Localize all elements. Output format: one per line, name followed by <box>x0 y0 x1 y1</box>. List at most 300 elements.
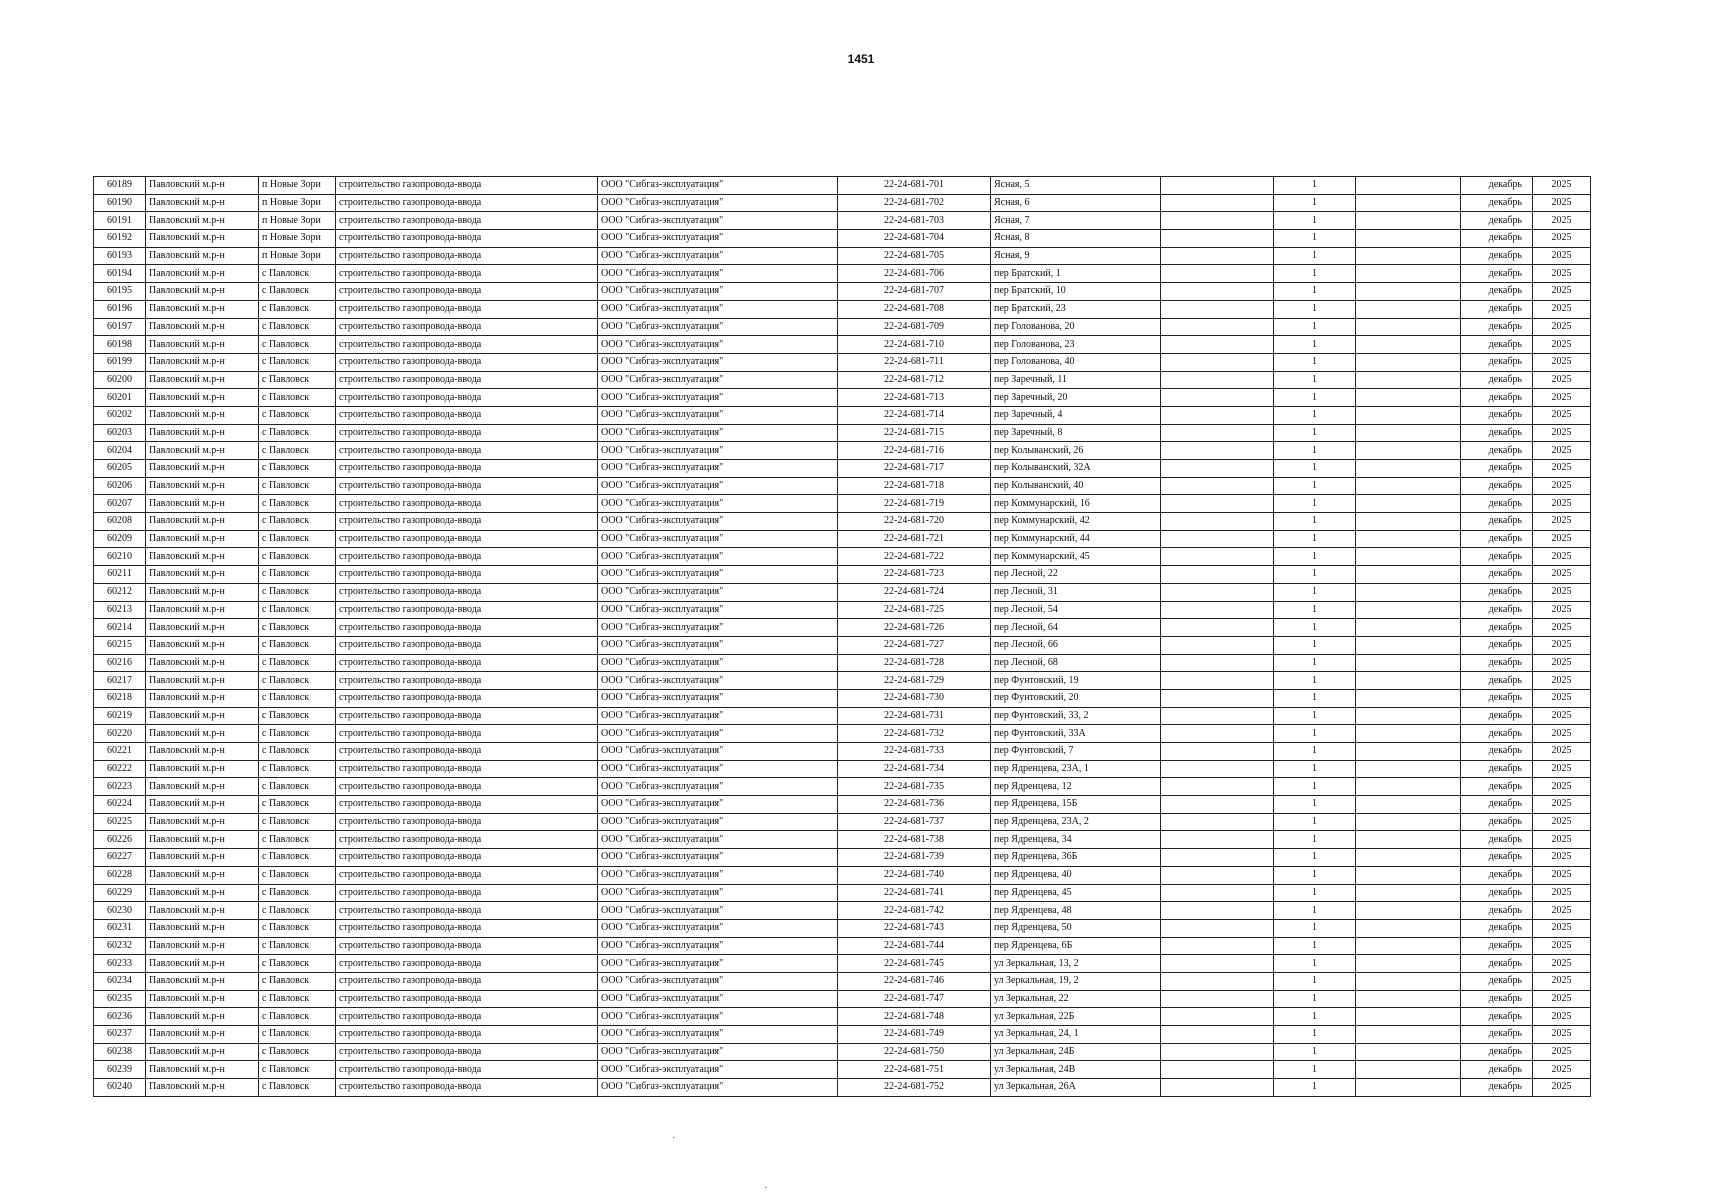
organization-cell: ООО "Сибгаз-эксплуатация" <box>598 1043 838 1061</box>
organization-cell: ООО "Сибгаз-эксплуатация" <box>598 707 838 725</box>
work-type-cell: строительство газопровода-ввода <box>336 371 598 389</box>
address-cell: пер Коммунарский, 42 <box>991 513 1161 531</box>
locality-cell: с Павловск <box>259 495 336 513</box>
row-number: 60192 <box>94 230 146 248</box>
empty-cell <box>1356 831 1461 849</box>
year-cell: 2025 <box>1533 212 1591 230</box>
object-code-cell: 22-24-681-751 <box>838 1061 991 1079</box>
locality-cell: с Павловск <box>259 725 336 743</box>
month-cell: декабрь <box>1461 972 1533 990</box>
work-type-cell: строительство газопровода-ввода <box>336 230 598 248</box>
empty-cell <box>1356 300 1461 318</box>
work-type-cell: строительство газопровода-ввода <box>336 813 598 831</box>
empty-cell <box>1356 177 1461 195</box>
year-cell: 2025 <box>1533 477 1591 495</box>
object-code-cell: 22-24-681-707 <box>838 283 991 301</box>
row-number: 60199 <box>94 353 146 371</box>
organization-cell: ООО "Сибгаз-эксплуатация" <box>598 866 838 884</box>
empty-cell <box>1356 230 1461 248</box>
quantity-cell: 1 <box>1274 1008 1356 1026</box>
locality-cell: с Павловск <box>259 318 336 336</box>
object-code-cell: 22-24-681-723 <box>838 566 991 584</box>
organization-cell: ООО "Сибгаз-эксплуатация" <box>598 919 838 937</box>
table-row <box>94 336 1591 354</box>
object-code-cell: 22-24-681-729 <box>838 672 991 690</box>
district-cell: Павловский м.р-н <box>146 389 259 407</box>
work-type-cell: строительство газопровода-ввода <box>336 743 598 761</box>
organization-cell: ООО "Сибгаз-эксплуатация" <box>598 672 838 690</box>
quantity-cell: 1 <box>1274 406 1356 424</box>
organization-cell: ООО "Сибгаз-эксплуатация" <box>598 654 838 672</box>
month-cell: декабрь <box>1461 283 1533 301</box>
row-number: 60232 <box>94 937 146 955</box>
district-cell: Павловский м.р-н <box>146 831 259 849</box>
table-row <box>94 389 1591 407</box>
table-row <box>94 194 1591 212</box>
year-cell: 2025 <box>1533 265 1591 283</box>
organization-cell: ООО "Сибгаз-эксплуатация" <box>598 283 838 301</box>
empty-cell <box>1161 849 1274 867</box>
row-number: 60235 <box>94 990 146 1008</box>
month-cell: декабрь <box>1461 424 1533 442</box>
work-type-cell: строительство газопровода-ввода <box>336 265 598 283</box>
district-cell: Павловский м.р-н <box>146 707 259 725</box>
address-cell: пер Голованова, 20 <box>991 318 1161 336</box>
quantity-cell: 1 <box>1274 743 1356 761</box>
address-cell: пер Голованова, 40 <box>991 353 1161 371</box>
address-cell: ул Зеркальная, 19, 2 <box>991 972 1161 990</box>
address-cell: пер Ядренцева, 34 <box>991 831 1161 849</box>
locality-cell: с Павловск <box>259 672 336 690</box>
register-table <box>93 176 1591 1097</box>
month-cell: декабрь <box>1461 1061 1533 1079</box>
work-type-cell: строительство газопровода-ввода <box>336 1079 598 1097</box>
table-row <box>94 778 1591 796</box>
district-cell: Павловский м.р-н <box>146 760 259 778</box>
year-cell: 2025 <box>1533 955 1591 973</box>
quantity-cell: 1 <box>1274 760 1356 778</box>
month-cell: декабрь <box>1461 318 1533 336</box>
quantity-cell: 1 <box>1274 601 1356 619</box>
object-code-cell: 22-24-681-718 <box>838 477 991 495</box>
quantity-cell: 1 <box>1274 530 1356 548</box>
empty-cell <box>1356 1043 1461 1061</box>
organization-cell: ООО "Сибгаз-эксплуатация" <box>598 230 838 248</box>
table-row <box>94 884 1591 902</box>
month-cell: декабрь <box>1461 760 1533 778</box>
organization-cell: ООО "Сибгаз-эксплуатация" <box>598 601 838 619</box>
work-type-cell: строительство газопровода-ввода <box>336 177 598 195</box>
empty-cell <box>1356 406 1461 424</box>
row-number: 60194 <box>94 265 146 283</box>
empty-cell <box>1161 460 1274 478</box>
locality-cell: с Павловск <box>259 265 336 283</box>
object-code-cell: 22-24-681-714 <box>838 406 991 424</box>
month-cell: декабрь <box>1461 672 1533 690</box>
month-cell: декабрь <box>1461 1079 1533 1097</box>
empty-cell <box>1356 336 1461 354</box>
district-cell: Павловский м.р-н <box>146 230 259 248</box>
empty-cell <box>1161 566 1274 584</box>
year-cell: 2025 <box>1533 849 1591 867</box>
work-type-cell: строительство газопровода-ввода <box>336 654 598 672</box>
locality-cell: п Новые Зори <box>259 194 336 212</box>
month-cell: декабрь <box>1461 460 1533 478</box>
row-number: 60209 <box>94 530 146 548</box>
object-code-cell: 22-24-681-734 <box>838 760 991 778</box>
address-cell: пер Фунтовский, 20 <box>991 689 1161 707</box>
organization-cell: ООО "Сибгаз-эксплуатация" <box>598 460 838 478</box>
row-number: 60213 <box>94 601 146 619</box>
empty-cell <box>1356 566 1461 584</box>
empty-cell <box>1161 636 1274 654</box>
district-cell: Павловский м.р-н <box>146 283 259 301</box>
address-cell: ул Зеркальная, 13, 2 <box>991 955 1161 973</box>
year-cell: 2025 <box>1533 548 1591 566</box>
table-row <box>94 318 1591 336</box>
table-row <box>94 990 1591 1008</box>
table-row <box>94 636 1591 654</box>
organization-cell: ООО "Сибгаз-эксплуатация" <box>598 1061 838 1079</box>
address-cell: Ясная, 8 <box>991 230 1161 248</box>
row-number: 60195 <box>94 283 146 301</box>
organization-cell: ООО "Сибгаз-эксплуатация" <box>598 583 838 601</box>
organization-cell: ООО "Сибгаз-эксплуатация" <box>598 849 838 867</box>
address-cell: пер Лесной, 31 <box>991 583 1161 601</box>
empty-cell <box>1356 513 1461 531</box>
row-number: 60207 <box>94 495 146 513</box>
row-number: 60233 <box>94 955 146 973</box>
row-number: 60211 <box>94 566 146 584</box>
district-cell: Павловский м.р-н <box>146 265 259 283</box>
quantity-cell: 1 <box>1274 1079 1356 1097</box>
object-code-cell: 22-24-681-748 <box>838 1008 991 1026</box>
organization-cell: ООО "Сибгаз-эксплуатация" <box>598 1026 838 1044</box>
object-code-cell: 22-24-681-745 <box>838 955 991 973</box>
quantity-cell: 1 <box>1274 813 1356 831</box>
quantity-cell: 1 <box>1274 495 1356 513</box>
district-cell: Павловский м.р-н <box>146 513 259 531</box>
district-cell: Павловский м.р-н <box>146 689 259 707</box>
district-cell: Павловский м.р-н <box>146 902 259 920</box>
object-code-cell: 22-24-681-730 <box>838 689 991 707</box>
empty-cell <box>1161 212 1274 230</box>
year-cell: 2025 <box>1533 778 1591 796</box>
address-cell: пер Заречный, 4 <box>991 406 1161 424</box>
object-code-cell: 22-24-681-725 <box>838 601 991 619</box>
locality-cell: с Павловск <box>259 336 336 354</box>
row-number: 60222 <box>94 760 146 778</box>
row-number: 60237 <box>94 1026 146 1044</box>
year-cell: 2025 <box>1533 566 1591 584</box>
empty-cell <box>1161 1026 1274 1044</box>
empty-cell <box>1356 866 1461 884</box>
locality-cell: с Павловск <box>259 636 336 654</box>
quantity-cell: 1 <box>1274 919 1356 937</box>
quantity-cell: 1 <box>1274 477 1356 495</box>
table-row <box>94 177 1591 195</box>
address-cell: пер Фунтовский, 19 <box>991 672 1161 690</box>
row-number: 60225 <box>94 813 146 831</box>
quantity-cell: 1 <box>1274 318 1356 336</box>
district-cell: Павловский м.р-н <box>146 583 259 601</box>
organization-cell: ООО "Сибгаз-эксплуатация" <box>598 1008 838 1026</box>
month-cell: декабрь <box>1461 513 1533 531</box>
locality-cell: с Павловск <box>259 566 336 584</box>
district-cell: Павловский м.р-н <box>146 866 259 884</box>
row-number: 60229 <box>94 884 146 902</box>
work-type-cell: строительство газопровода-ввода <box>336 194 598 212</box>
month-cell: декабрь <box>1461 849 1533 867</box>
object-code-cell: 22-24-681-735 <box>838 778 991 796</box>
row-number: 60197 <box>94 318 146 336</box>
organization-cell: ООО "Сибгаз-эксплуатация" <box>598 778 838 796</box>
object-code-cell: 22-24-681-717 <box>838 460 991 478</box>
work-type-cell: строительство газопровода-ввода <box>336 689 598 707</box>
district-cell: Павловский м.р-н <box>146 353 259 371</box>
object-code-cell: 22-24-681-749 <box>838 1026 991 1044</box>
organization-cell: ООО "Сибгаз-эксплуатация" <box>598 442 838 460</box>
address-cell: ул Зеркальная, 24Б <box>991 1043 1161 1061</box>
address-cell: пер Ядренцева, 36Б <box>991 849 1161 867</box>
table-row <box>94 442 1591 460</box>
table-row <box>94 1043 1591 1061</box>
district-cell: Павловский м.р-н <box>146 636 259 654</box>
quantity-cell: 1 <box>1274 1043 1356 1061</box>
row-number: 60223 <box>94 778 146 796</box>
month-cell: декабрь <box>1461 247 1533 265</box>
district-cell: Павловский м.р-н <box>146 1026 259 1044</box>
empty-cell <box>1161 1079 1274 1097</box>
row-number: 60226 <box>94 831 146 849</box>
year-cell: 2025 <box>1533 990 1591 1008</box>
row-number: 60200 <box>94 371 146 389</box>
locality-cell: с Павловск <box>259 813 336 831</box>
quantity-cell: 1 <box>1274 583 1356 601</box>
district-cell: Павловский м.р-н <box>146 495 259 513</box>
address-cell: пер Ядренцева, 23А, 2 <box>991 813 1161 831</box>
empty-cell <box>1356 283 1461 301</box>
table-row <box>94 212 1591 230</box>
object-code-cell: 22-24-681-742 <box>838 902 991 920</box>
empty-cell <box>1356 194 1461 212</box>
month-cell: декабрь <box>1461 884 1533 902</box>
year-cell: 2025 <box>1533 583 1591 601</box>
organization-cell: ООО "Сибгаз-эксплуатация" <box>598 743 838 761</box>
locality-cell: п Новые Зори <box>259 177 336 195</box>
quantity-cell: 1 <box>1274 177 1356 195</box>
work-type-cell: строительство газопровода-ввода <box>336 1008 598 1026</box>
empty-cell <box>1356 619 1461 637</box>
address-cell: пер Ядренцева, 6Б <box>991 937 1161 955</box>
empty-cell <box>1161 760 1274 778</box>
address-cell: пер Лесной, 54 <box>991 601 1161 619</box>
empty-cell <box>1161 283 1274 301</box>
year-cell: 2025 <box>1533 1061 1591 1079</box>
work-type-cell: строительство газопровода-ввода <box>336 866 598 884</box>
table-row <box>94 548 1591 566</box>
organization-cell: ООО "Сибгаз-эксплуатация" <box>598 902 838 920</box>
district-cell: Павловский м.р-н <box>146 460 259 478</box>
work-type-cell: строительство газопровода-ввода <box>336 513 598 531</box>
row-number: 60220 <box>94 725 146 743</box>
address-cell: пер Фунтовский, 33, 2 <box>991 707 1161 725</box>
locality-cell: с Павловск <box>259 424 336 442</box>
locality-cell: с Павловск <box>259 689 336 707</box>
year-cell: 2025 <box>1533 177 1591 195</box>
month-cell: декабрь <box>1461 477 1533 495</box>
table-row <box>94 265 1591 283</box>
year-cell: 2025 <box>1533 937 1591 955</box>
object-code-cell: 22-24-681-744 <box>838 937 991 955</box>
table-row <box>94 513 1591 531</box>
address-cell: пер Колыванский, 40 <box>991 477 1161 495</box>
empty-cell <box>1356 902 1461 920</box>
object-code-cell: 22-24-681-720 <box>838 513 991 531</box>
work-type-cell: строительство газопровода-ввода <box>336 1043 598 1061</box>
work-type-cell: строительство газопровода-ввода <box>336 725 598 743</box>
address-cell: ул Зеркальная, 24В <box>991 1061 1161 1079</box>
empty-cell <box>1356 636 1461 654</box>
organization-cell: ООО "Сибгаз-эксплуатация" <box>598 212 838 230</box>
year-cell: 2025 <box>1533 336 1591 354</box>
month-cell: декабрь <box>1461 566 1533 584</box>
object-code-cell: 22-24-681-741 <box>838 884 991 902</box>
table-row <box>94 460 1591 478</box>
address-cell: ул Зеркальная, 24, 1 <box>991 1026 1161 1044</box>
object-code-cell: 22-24-681-705 <box>838 247 991 265</box>
year-cell: 2025 <box>1533 707 1591 725</box>
object-code-cell: 22-24-681-750 <box>838 1043 991 1061</box>
month-cell: декабрь <box>1461 937 1533 955</box>
object-code-cell: 22-24-681-711 <box>838 353 991 371</box>
district-cell: Павловский м.р-н <box>146 477 259 495</box>
locality-cell: с Павловск <box>259 707 336 725</box>
table-row <box>94 601 1591 619</box>
organization-cell: ООО "Сибгаз-эксплуатация" <box>598 389 838 407</box>
month-cell: декабрь <box>1461 300 1533 318</box>
work-type-cell: строительство газопровода-ввода <box>336 442 598 460</box>
work-type-cell: строительство газопровода-ввода <box>336 353 598 371</box>
empty-cell <box>1161 406 1274 424</box>
district-cell: Павловский м.р-н <box>146 548 259 566</box>
organization-cell: ООО "Сибгаз-эксплуатация" <box>598 194 838 212</box>
row-number: 60228 <box>94 866 146 884</box>
quantity-cell: 1 <box>1274 212 1356 230</box>
locality-cell: с Павловск <box>259 1008 336 1026</box>
empty-cell <box>1161 424 1274 442</box>
year-cell: 2025 <box>1533 230 1591 248</box>
row-number: 60234 <box>94 972 146 990</box>
year-cell: 2025 <box>1533 495 1591 513</box>
empty-cell <box>1356 972 1461 990</box>
empty-cell <box>1161 707 1274 725</box>
table-row <box>94 725 1591 743</box>
year-cell: 2025 <box>1533 1026 1591 1044</box>
address-cell: пер Ядренцева, 50 <box>991 919 1161 937</box>
empty-cell <box>1161 654 1274 672</box>
district-cell: Павловский м.р-н <box>146 884 259 902</box>
year-cell: 2025 <box>1533 760 1591 778</box>
locality-cell: с Павловск <box>259 919 336 937</box>
year-cell: 2025 <box>1533 194 1591 212</box>
address-cell: пер Братский, 23 <box>991 300 1161 318</box>
district-cell: Павловский м.р-н <box>146 937 259 955</box>
empty-cell <box>1161 796 1274 814</box>
work-type-cell: строительство газопровода-ввода <box>336 849 598 867</box>
object-code-cell: 22-24-681-737 <box>838 813 991 831</box>
empty-cell <box>1161 548 1274 566</box>
row-number: 60203 <box>94 424 146 442</box>
address-cell: пер Ядренцева, 48 <box>991 902 1161 920</box>
row-number: 60221 <box>94 743 146 761</box>
row-number: 60212 <box>94 583 146 601</box>
work-type-cell: строительство газопровода-ввода <box>336 990 598 1008</box>
empty-cell <box>1356 955 1461 973</box>
quantity-cell: 1 <box>1274 336 1356 354</box>
work-type-cell: строительство газопровода-ввода <box>336 760 598 778</box>
month-cell: декабрь <box>1461 371 1533 389</box>
row-number: 60191 <box>94 212 146 230</box>
object-code-cell: 22-24-681-713 <box>838 389 991 407</box>
work-type-cell: строительство газопровода-ввода <box>336 1061 598 1079</box>
address-cell: пер Коммунарский, 16 <box>991 495 1161 513</box>
address-cell: пер Фунтовский, 7 <box>991 743 1161 761</box>
address-cell: пер Лесной, 66 <box>991 636 1161 654</box>
address-cell: пер Колыванский, 26 <box>991 442 1161 460</box>
empty-cell <box>1161 1008 1274 1026</box>
row-number: 60208 <box>94 513 146 531</box>
quantity-cell: 1 <box>1274 424 1356 442</box>
organization-cell: ООО "Сибгаз-эксплуатация" <box>598 477 838 495</box>
object-code-cell: 22-24-681-746 <box>838 972 991 990</box>
organization-cell: ООО "Сибгаз-эксплуатация" <box>598 937 838 955</box>
month-cell: декабрь <box>1461 866 1533 884</box>
quantity-cell: 1 <box>1274 990 1356 1008</box>
month-cell: декабрь <box>1461 1008 1533 1026</box>
locality-cell: с Павловск <box>259 406 336 424</box>
object-code-cell: 22-24-681-739 <box>838 849 991 867</box>
month-cell: декабрь <box>1461 778 1533 796</box>
year-cell: 2025 <box>1533 796 1591 814</box>
object-code-cell: 22-24-681-721 <box>838 530 991 548</box>
year-cell: 2025 <box>1533 1079 1591 1097</box>
empty-cell <box>1161 689 1274 707</box>
table-row <box>94 247 1591 265</box>
empty-cell <box>1161 1043 1274 1061</box>
address-cell: пер Заречный, 20 <box>991 389 1161 407</box>
year-cell: 2025 <box>1533 902 1591 920</box>
quantity-cell: 1 <box>1274 955 1356 973</box>
district-cell: Павловский м.р-н <box>146 813 259 831</box>
table-row <box>94 495 1591 513</box>
row-number: 60201 <box>94 389 146 407</box>
locality-cell: с Павловск <box>259 1043 336 1061</box>
address-cell: пер Заречный, 11 <box>991 371 1161 389</box>
year-cell: 2025 <box>1533 513 1591 531</box>
row-number: 60216 <box>94 654 146 672</box>
month-cell: декабрь <box>1461 265 1533 283</box>
work-type-cell: строительство газопровода-ввода <box>336 583 598 601</box>
address-cell: пер Заречный, 8 <box>991 424 1161 442</box>
row-number: 60219 <box>94 707 146 725</box>
district-cell: Павловский м.р-н <box>146 849 259 867</box>
district-cell: Павловский м.р-н <box>146 778 259 796</box>
table-row <box>94 760 1591 778</box>
organization-cell: ООО "Сибгаз-эксплуатация" <box>598 636 838 654</box>
district-cell: Павловский м.р-н <box>146 406 259 424</box>
month-cell: декабрь <box>1461 548 1533 566</box>
